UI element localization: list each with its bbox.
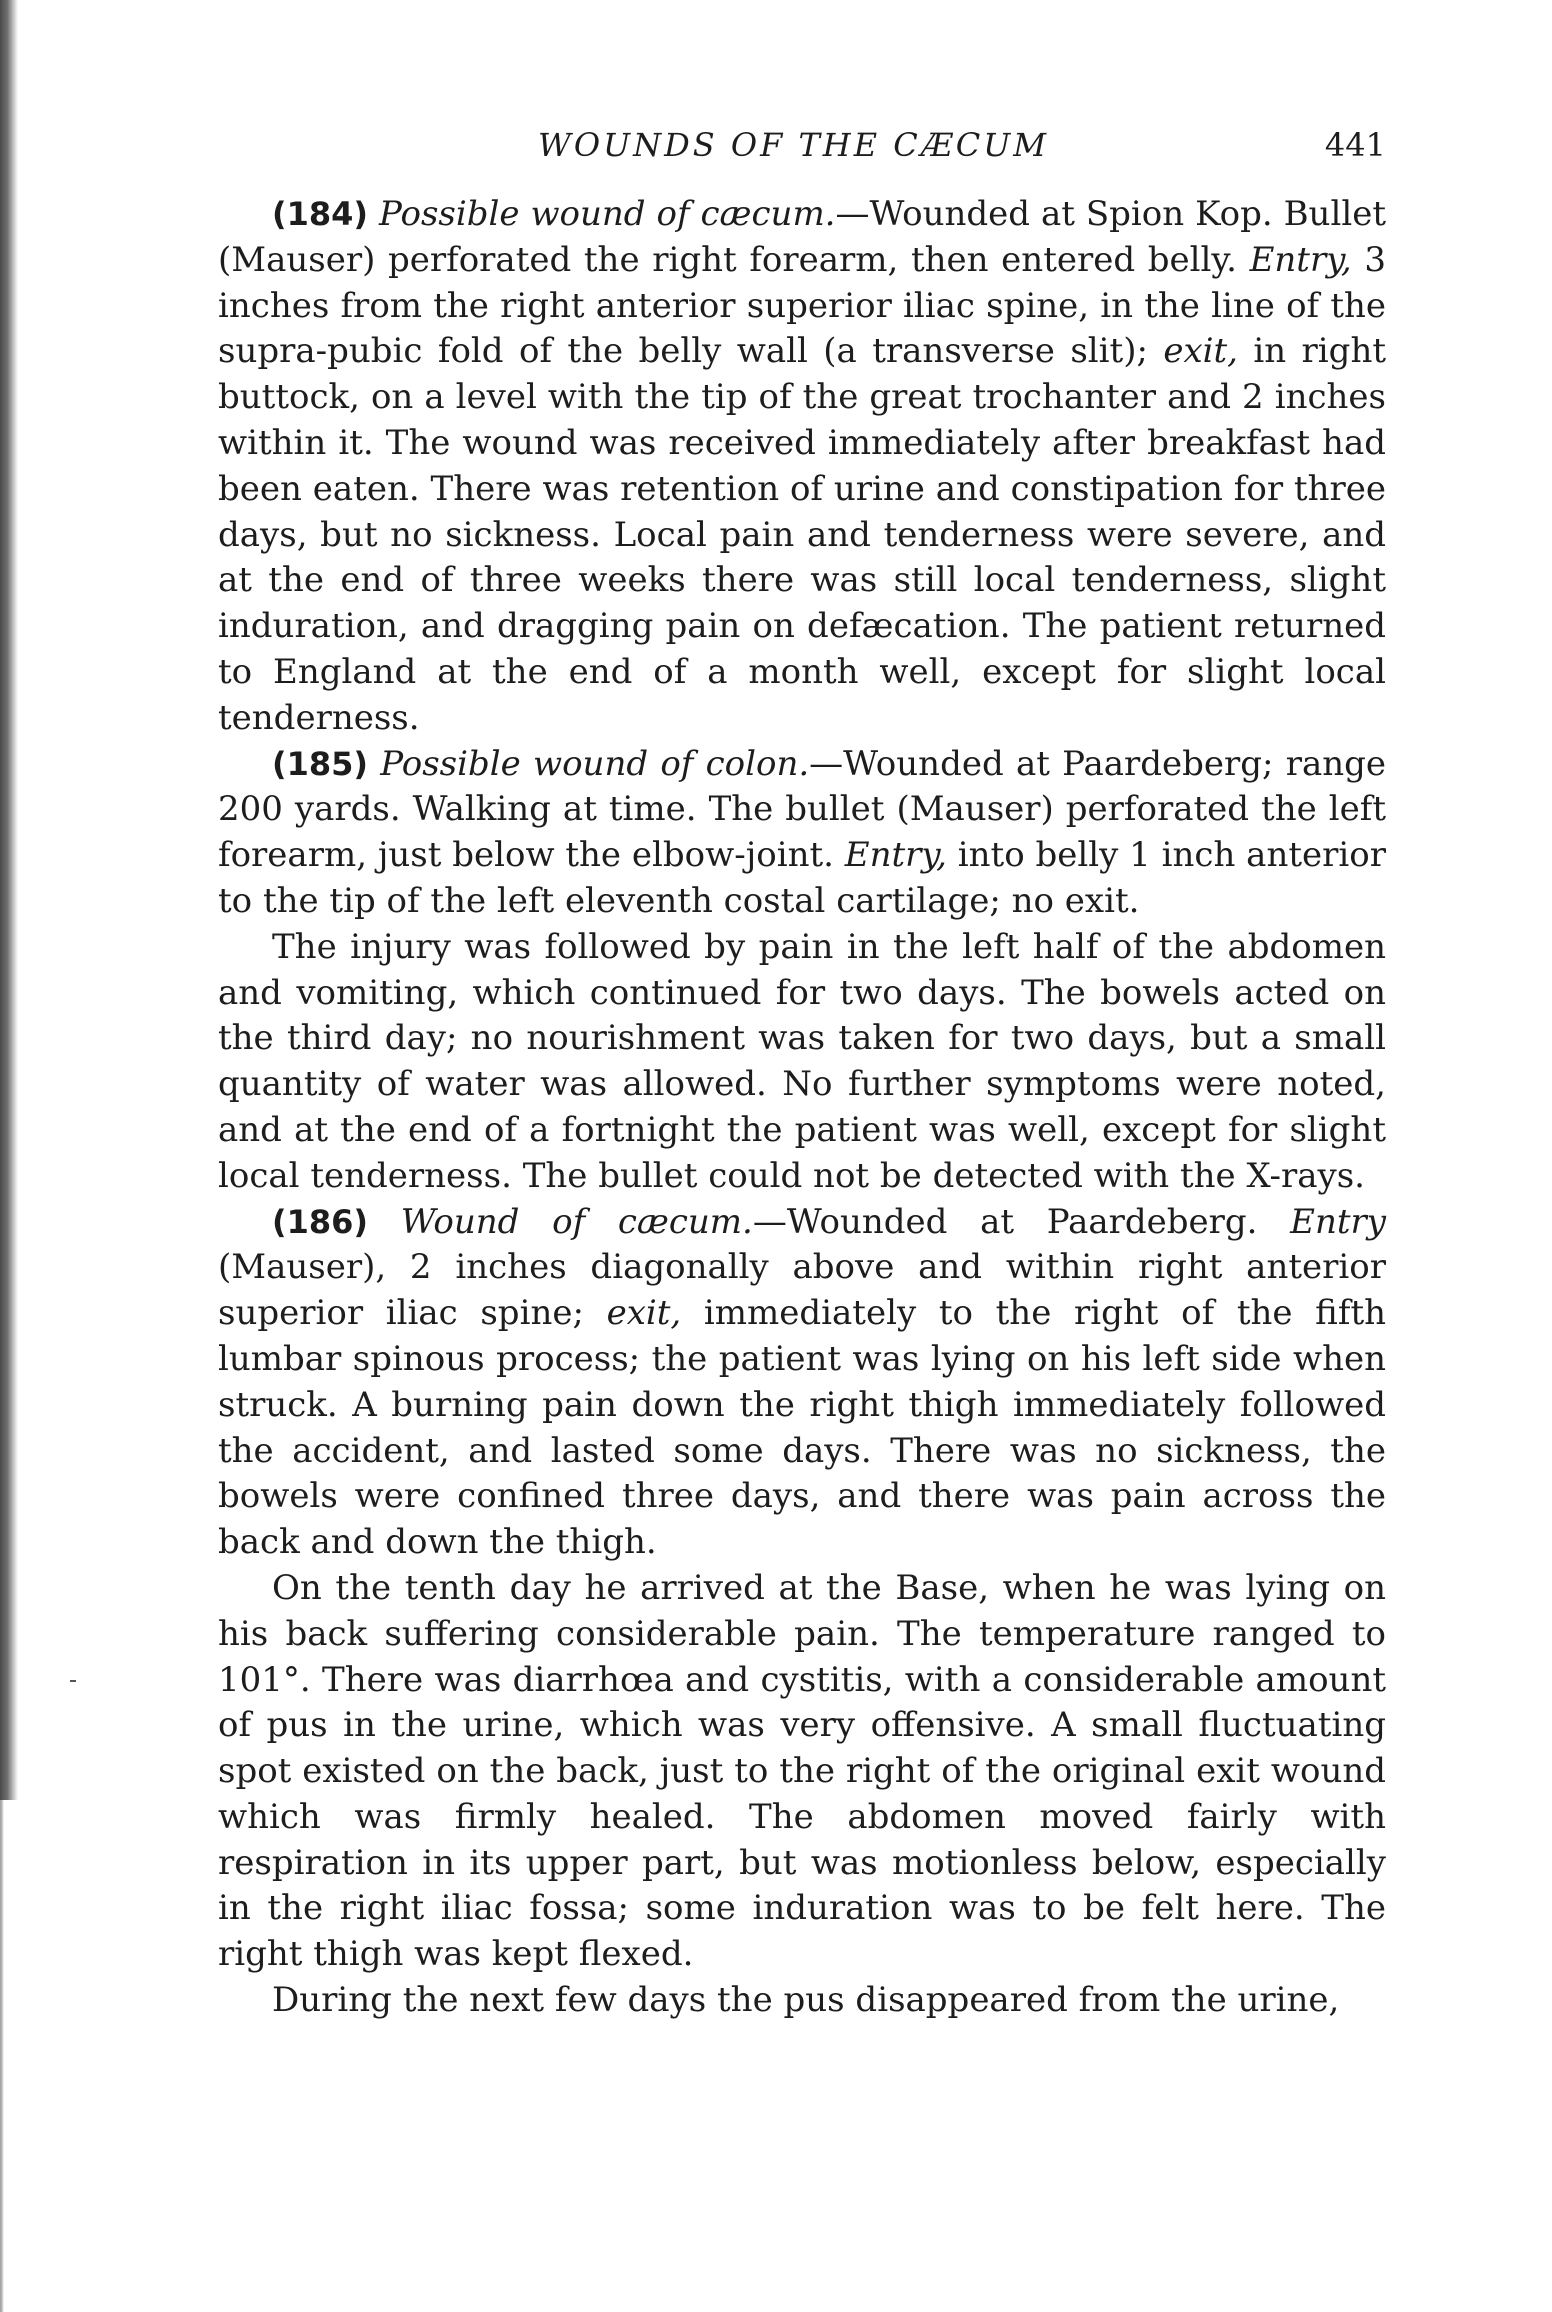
- paragraph-case-186-final: During the next few days the pus disappeared from the urine,: [272, 1980, 1340, 2021]
- case-text: —Wounded at Paardeberg; range 200 yards. Walking at time. The bullet (Mauser) perforated the left forearm, just below the elbow-joint.: [218, 743, 1387, 876]
- case-text: in right buttock, on a level with the tip of the great trochanter and 2 inches within it. The wound was received immediately after breakfast had been eaten. There was retention of urine and constipation for three days, but no sickness. Local pain and tenderness were severe, and at the end of three weeks there was still local tenderness, slight induration, and dragging pain on defæcation. The patient returned to England at the end of a month well, except for slight local tenderness.: [218, 331, 1387, 738]
- paragraph-case-185: [218, 742, 1386, 925]
- book-page: [218, 118, 1386, 2024]
- binding-shadow-lower: [0, 1800, 4, 2312]
- case-number: (185): [272, 744, 369, 783]
- entry-label: Entry: [1290, 1201, 1387, 1242]
- paragraph-case-185-continued: The injury was followed by pain in the left half of the abdomen and vomiting, which continued for two days. The bowels acted on the third day; no nourishment was taken for two days, but a small quantity of water was allowed. No further symptoms were noted, and at the end of a fortnight the patient was well, except for slight local tenderness. The bullet could not be detected with the X-rays.: [218, 926, 1386, 1196]
- case-text: immediately to the right of the fifth lumbar spinous process; the patient was lying on his left side when struck. A burning pain down the right thigh immediately followed the accident, and lasted some days. There was no sickness, the bowels were confined three days, and there was pain across the back and down the thigh.: [218, 1293, 1387, 1563]
- entry-label: Entry,: [844, 835, 947, 876]
- stray-mark: [70, 1680, 76, 1682]
- case-title: Possible wound of colon.: [380, 743, 810, 784]
- paragraph-case-186: [218, 1200, 1386, 1566]
- running-head: [218, 118, 1386, 168]
- case-text: —Wounded at Paardeberg.: [752, 1201, 1291, 1242]
- case-title: Wound of cæcum.: [400, 1201, 753, 1242]
- case-number: (186): [272, 1202, 369, 1241]
- page-number: 441: [1324, 126, 1386, 164]
- running-title: WOUNDS OF THE CÆCUM: [538, 126, 1049, 164]
- binding-shadow: [0, 0, 18, 1800]
- paragraph-case-186-continued: On the tenth day he arrived at the Base, when he was lying on his back suffering considerable pain. The temperature ranged to 101°. There was diarrhœa and cystitis, with a considerable amount of pus in the urine, which was very offensive. A small fluctuating spot existed on the back, just to the right of the original exit wound which was firmly healed. The abdomen moved fairly with respiration in its upper part, but was motionless below, especially in the right iliac fossa; some induration was to be felt here. The right thigh was kept flexed.: [218, 1567, 1386, 1975]
- case-number: (184): [272, 195, 369, 233]
- case-text: into belly 1 inch anterior to the tip of the left eleventh costal cartilage; no exit.: [218, 835, 1386, 921]
- case-title: Possible wound of cæcum.: [379, 194, 836, 234]
- paragraph-case-184: [218, 192, 1386, 742]
- case-text: 3 inches from the right anterior superior iliac spine, in the line of the supra-pubic fold of the belly wall (a transverse slit);: [218, 239, 1386, 372]
- exit-label: exit,: [1163, 331, 1238, 372]
- case-text: (Mauser), 2 inches diagonally above and within right anterior superior iliac spine;: [218, 1247, 1386, 1334]
- case-text: —Wounded at Spion Kop. Bullet (Mauser) perforated the right forearm, then entered belly.: [218, 194, 1386, 280]
- body-text: [218, 192, 1386, 2024]
- exit-label: exit,: [606, 1293, 682, 1334]
- entry-label: Entry,: [1249, 239, 1352, 280]
